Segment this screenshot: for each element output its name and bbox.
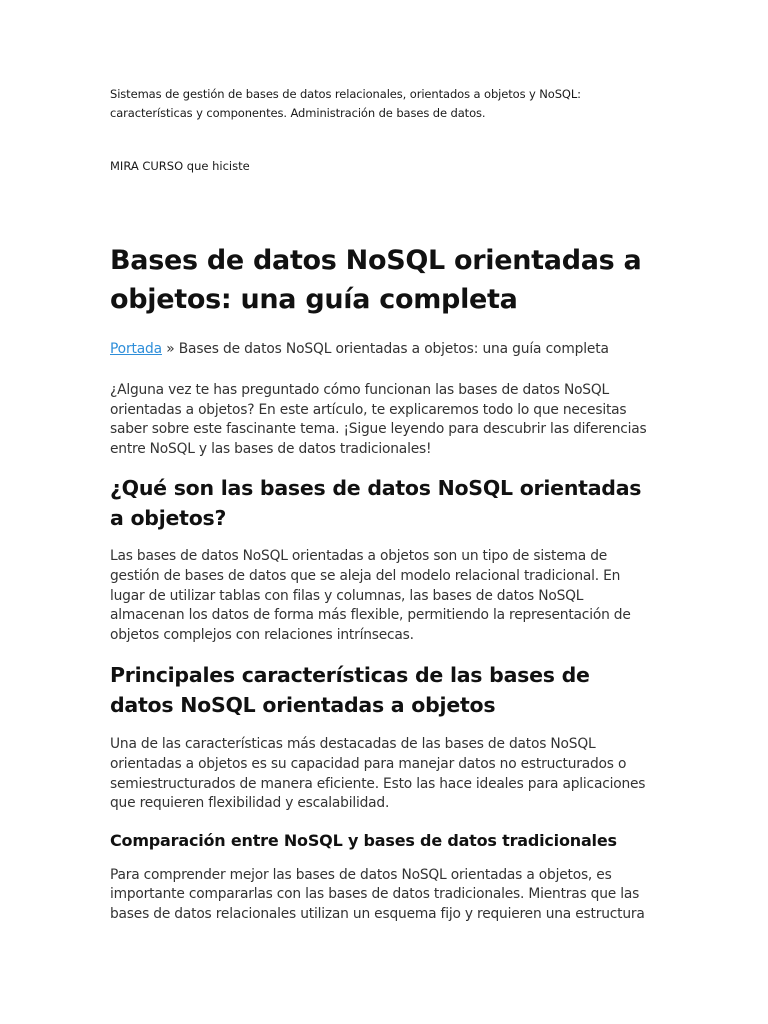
section-paragraph-what-are: Las bases de datos NoSQL orientadas a objetos son un tipo de sistema de gestión de bases de datos que se aleja del modelo relacional tradicional. En lugar de utilizar tablas con filas y columnas, las bases de datos NoSQL almacenan los datos de forma más flexible, permitiendo la representación de objetos complejos con relaciones intrínsecas.	[110, 548, 631, 643]
breadcrumb-separator: »	[161, 341, 179, 357]
section-heading-what-are: ¿Qué son las bases de datos NoSQL orientadas a objetos?	[110, 476, 642, 530]
section-paragraph-features: Una de las características más destacadas de las bases de datos NoSQL orientadas a objetos es su capacidad para manejar datos no estructurados o semiestructurados de manera eficiente. Esto las hace ideales para aplicaciones que requieren flexibilidad y escalabilidad.	[110, 736, 646, 812]
breadcrumb-current: Bases de datos NoSQL orientadas a objetos: una guía completa	[178, 341, 609, 357]
section-heading-features: Principales características de las bases de datos NoSQL orientadas a objetos	[110, 663, 590, 717]
subsection-paragraph-comparison: Para comprender mejor las bases de datos NoSQL orientadas a objetos, es importante compararlas con las bases de datos tradicionales. Mientras que las bases de datos relacionales utilizan un esquema fijo y requieren una estructura	[110, 866, 645, 922]
article	[110, 241, 655, 942]
intro-text: Sistemas de gestión de bases de datos relacionales, orientados a objetos y NoSQL: características y componentes. Administración de bases de datos.	[110, 87, 581, 120]
breadcrumb-home-link[interactable]: Portada	[110, 341, 162, 357]
breadcrumb	[110, 339, 655, 359]
intro-paragraph: ¿Alguna vez te has preguntado cómo funcionan las bases de datos NoSQL orientadas a objetos? En este artículo, te explicaremos todo lo que necesitas saber sobre este fascinante tema. ¡Sigue leyendo para descubrir las diferencias entre NoSQL y las bases de datos tradicionales!	[110, 382, 647, 457]
article-title: Bases de datos NoSQL orientadas a objetos: una guía completa	[110, 245, 642, 315]
note-text: MIRA CURSO que hiciste	[110, 159, 250, 173]
subsection-heading-comparison: Comparación entre NoSQL y bases de datos tradicionales	[110, 830, 617, 850]
